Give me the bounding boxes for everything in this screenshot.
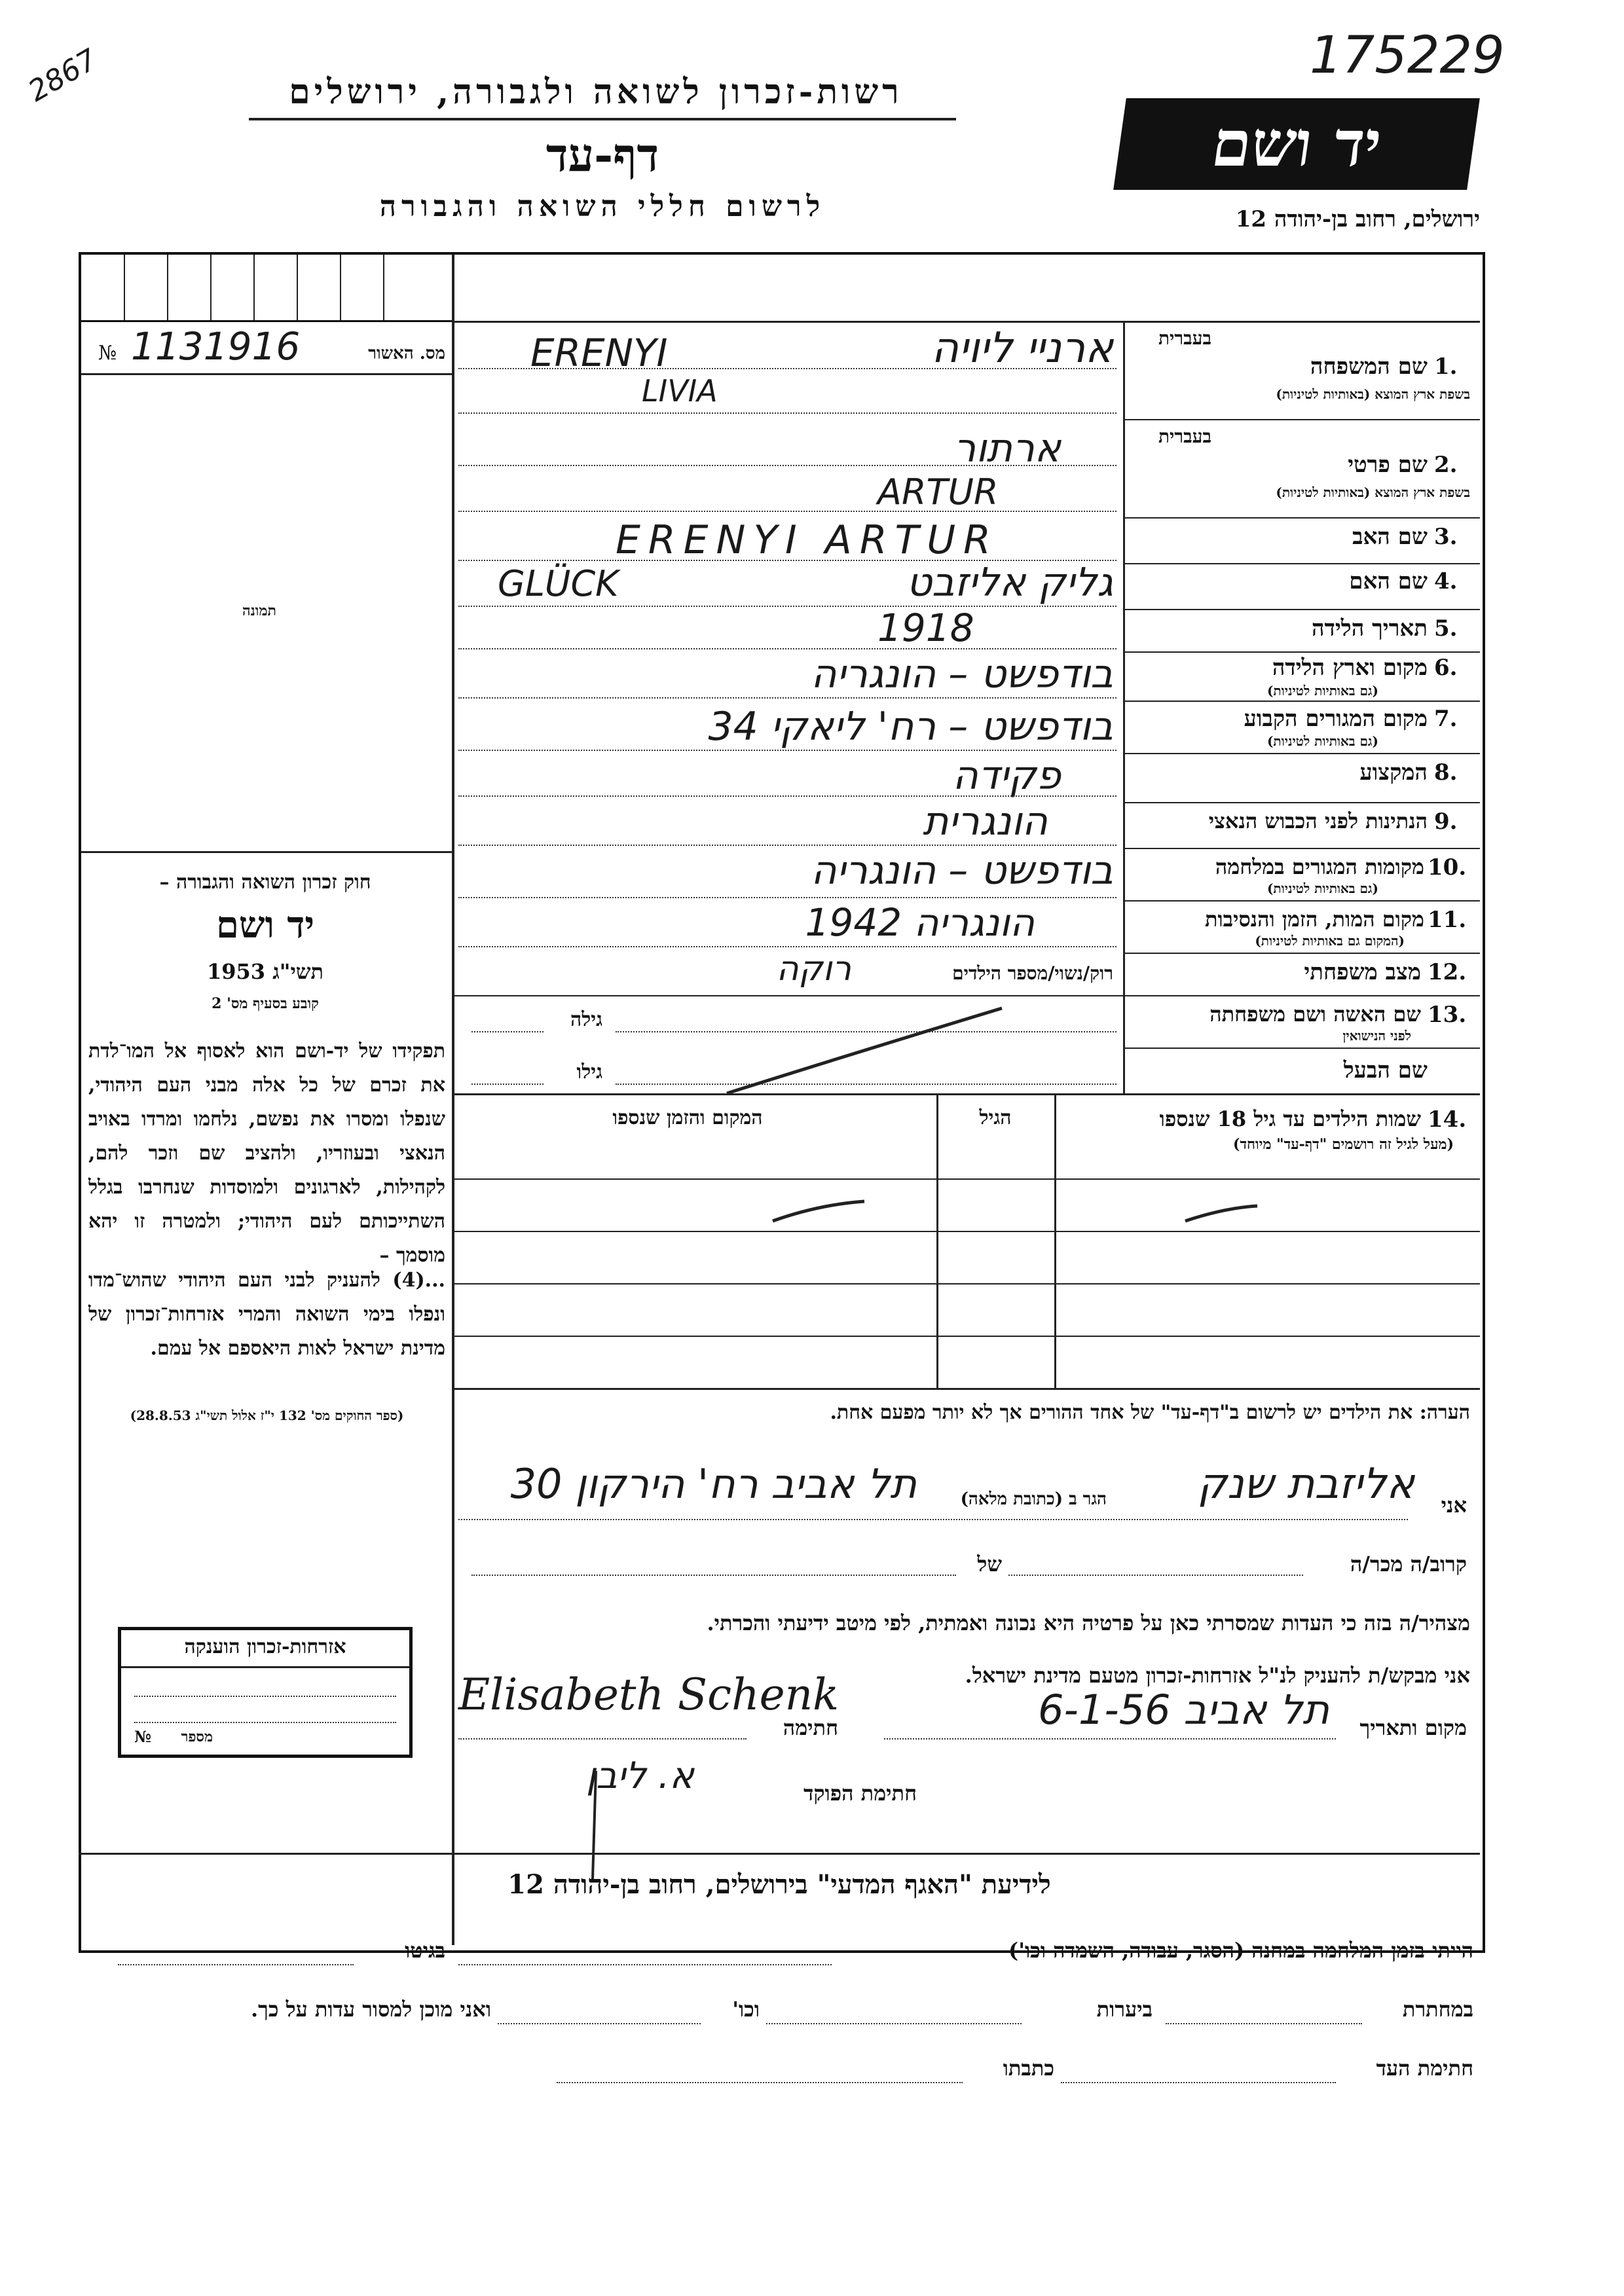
signature-label: חתימה [783, 1715, 838, 1740]
field-5-value: 1918 [877, 606, 974, 650]
request-text: אני מבקש/ת להעניק לנ"ל אזרחות-זכרון מטעם מדינת ישראל. [965, 1663, 1470, 1688]
declarant-i-label: אני [1441, 1493, 1467, 1518]
citizenship-number-label: מספר [181, 1728, 213, 1745]
declarant-address: תל אביב רח' הירקון 30 [510, 1460, 917, 1508]
law-clause: קובע בסעיף מס' 2 [212, 995, 319, 1012]
field-5-num: 5. [1434, 615, 1458, 642]
field-1-num: 1. [1434, 354, 1458, 380]
registration-no-prefix: № [98, 342, 117, 365]
place-date-value: תל אביב 6-1-56 [1038, 1686, 1329, 1734]
bottom-line3-a: חתימת העד [1376, 2056, 1473, 2081]
field-6-value: בודפשט – הונגריה [811, 651, 1113, 697]
field-4-label: שם האם [1349, 568, 1428, 594]
field-4-value-he: גליק אליזבט [906, 560, 1113, 606]
law-name: יד ושם [215, 903, 315, 947]
field-3-label: שם האב [1352, 524, 1428, 550]
field-12-num: 12. [1428, 959, 1467, 985]
form-title: דף-עד [545, 128, 659, 182]
field-10-num: 10. [1428, 854, 1467, 881]
field-11-sub: (המקום גם באותיות לטיניות) [1255, 933, 1405, 949]
header-org: רשות-זכרון לשואה ולגבורה, ירושלים [289, 72, 903, 112]
field-1-label: שם המשפחה [1310, 354, 1428, 380]
field-6-label: מקום וארץ הלידה [1272, 655, 1428, 681]
field-13-age-label: גילה [570, 1008, 602, 1031]
field-5-label: תאריך הלידה [1311, 615, 1428, 642]
law-text-1: תפקידו של יד-ושם הוא לאסוף אל המו־לדת את זכרם של כל אלה מבני העם היהודי, שנפלו ומסרו את נפשם, נלחמו ומרדו באויב הנאצי ובעוזריו, ולהציב שם וזכר להם, לקהילות, לארגונים ולמוסדות שנחרבו בגלל השתייכותם לעם היהודי; ולמטרה זו יהא מוסמך – [88, 1040, 445, 1267]
field-7-value: בודפשט – רח' ליאקי 34 [708, 704, 1113, 750]
field-12-value: רוקה [776, 949, 851, 989]
field-1-value-he: ארניי ליויה [931, 324, 1113, 373]
field-13-label: שם האשה ושם משפחתה [1209, 1002, 1421, 1027]
inspector-signature: א. ליבן [585, 1755, 694, 1797]
field-7-label: מקום המגורים הקבוע [1244, 706, 1428, 732]
digit-boxes [81, 255, 452, 320]
bottom-line1-a: הייתי בזמן המלחמה במחנה (הסגר, עבודה, השמדה וכו') [1008, 1938, 1473, 1963]
field-8-num: 8. [1434, 759, 1458, 786]
field-10-value: בודפשט – הונגריה [811, 848, 1113, 894]
field-7-sub: (גם באותיות לטיניות) [1266, 733, 1378, 749]
field-13-sub: לפני הנישואין [1342, 1028, 1411, 1044]
bottom-line1-b: בגיטו [405, 1938, 445, 1963]
law-text-2: ...(4) להעניק לבני העם היהודי שהוש־מדו ונפלו בימי השואה והמרי אזרחות־זכרון של מדינת ישראל לאות היאספם אל עמם. [88, 1269, 445, 1360]
children-sub: (מעל לגיל זה רושמים "דף-עד" מיוחד) [1233, 1136, 1454, 1153]
bottom-heading: לידיעת "האגף המדעי" בירושלים, רחוב בן-יהודה 12 [507, 1869, 1051, 1900]
bottom-line2-b: ביערות [1096, 1997, 1153, 2022]
inspector-stroke [576, 1768, 616, 1886]
declarant-name: אליזבת שנק [1197, 1460, 1414, 1508]
field-1-value-latin: ERENYI [530, 331, 668, 375]
law-title: חוק זכרון השואה והגבורה – [159, 871, 371, 894]
citizenship-box [118, 1627, 413, 1758]
bottom-line3-b: כתבתו [1003, 2056, 1054, 2081]
field-6-num: 6. [1434, 655, 1458, 681]
left-column-divider [452, 255, 454, 1945]
field-12-label: מצב משפחתי [1304, 959, 1421, 985]
bottom-line2-d: ואני מוכן למסור עדות על כך. [250, 1997, 491, 2022]
citizenship-no-label: № [134, 1727, 152, 1746]
field-3-value: ERENYI ARTUR [616, 517, 999, 563]
place-date-label: מקום ותאריך [1359, 1715, 1467, 1740]
declare-text: מצהיר/ה בזה כי העדות שמסרתי כאן על פרטיה היא נכונה ואמתית, לפי מיטב ידיעתי והכרתי. [707, 1611, 1470, 1635]
field-6-sub: (גם באותיות לטיניות) [1266, 683, 1378, 699]
field-10-label: מקומות המגורים במלחמה [1215, 854, 1424, 879]
signature: Elisabeth Schenk [458, 1669, 840, 1720]
registration-number: 1131916 [131, 324, 301, 369]
yad-vashem-logo [1113, 98, 1480, 190]
header-subtitle: לרשום חללי השואה והגבורה [379, 190, 826, 223]
relative-label: קרוב/ה מכר/ה [1350, 1552, 1467, 1576]
children-dash-1 [766, 1192, 871, 1231]
field-4-num: 4. [1434, 568, 1458, 594]
logo-address: ירושלים, רחוב בן-יהודה 12 [1235, 206, 1480, 232]
bottom-line2-c: וכו' [732, 1997, 760, 2022]
children-dash-2 [1179, 1198, 1264, 1231]
field-2-sub: בשפת ארץ המוצא (באותיות לטיניות) [1276, 484, 1470, 500]
cross-out-stroke-1 [720, 995, 1015, 1106]
field-9-label: הנתינות לפני הכבוש הנאצי [1208, 809, 1428, 833]
corner-mark-left: 2867 [22, 43, 103, 109]
citizenship-title: אזרחות-זכרון הוענקה [184, 1635, 346, 1658]
inspector-label: חתימת הפוקד [803, 1781, 917, 1806]
field-7-num: 7. [1434, 706, 1458, 732]
field-8-value: פקידה [952, 753, 1061, 799]
field-11-value: הונגריה 1942 [805, 900, 1035, 945]
field-11-label: מקום המות, הזמן והנסיבות [1204, 907, 1424, 932]
field-husband-age-label: גילו [576, 1061, 602, 1084]
field-1-subtop: בעברית [1158, 327, 1211, 349]
children-num: 14. [1428, 1106, 1467, 1133]
field-2-num: 2. [1434, 452, 1458, 478]
field-13-num: 13. [1428, 1002, 1467, 1028]
logo-text: יד ושם [1207, 107, 1386, 181]
photo-label: תמונה [242, 602, 276, 619]
field-1-value-latin2: LIVIA [642, 373, 718, 409]
field-11-num: 11. [1428, 907, 1467, 933]
field-2-subtop: בעברית [1158, 426, 1211, 447]
children-col-place: המקום והזמן שנספו [612, 1106, 763, 1129]
field-2-label: שם פרטי [1348, 452, 1428, 478]
children-label: שמות הילדים עד גיל 18 שנספו [1159, 1106, 1421, 1131]
declarant-resides-label: הגר ב (כתובת מלאה) [960, 1489, 1107, 1509]
of-label: של [977, 1552, 1002, 1576]
bottom-line2-a: במחתרת [1402, 1997, 1473, 2022]
field-husband-label: שם הבעל [1343, 1057, 1428, 1084]
law-footnote: (ספר החוקים מס' 132 י"ז אלול תשי"ג 28.8.53) [130, 1408, 404, 1423]
field-10-sub: (גם באותיות לטיניות) [1266, 881, 1378, 896]
label-column-divider [1123, 321, 1125, 1093]
children-col-age: הגיל [979, 1106, 1012, 1129]
note: הערה: את הילדים יש לרשום ב"דף-עד" של אחד ההורים אך לא יותר מפעם אחת. [830, 1401, 1470, 1424]
field-2-value-latin: ARTUR [877, 471, 999, 513]
field-12-options: רוק/נשוי/מספר הילדים [952, 962, 1113, 984]
field-8-label: המקצוע [1359, 759, 1428, 786]
field-2-value-he: ארתור [953, 426, 1061, 471]
field-3-num: 3. [1434, 524, 1458, 550]
corner-mark-right: 175229 [1310, 26, 1505, 85]
field-9-num: 9. [1434, 809, 1458, 835]
field-1-sub: בשפת ארץ המוצא (באותיות לטיניות) [1276, 386, 1470, 402]
field-9-value: הונגרית [922, 799, 1048, 845]
registration-label: מס. האשור [368, 344, 445, 363]
field-4-value-latin: GLÜCK [498, 563, 619, 604]
law-year: תשי"ג 1953 [207, 959, 323, 984]
